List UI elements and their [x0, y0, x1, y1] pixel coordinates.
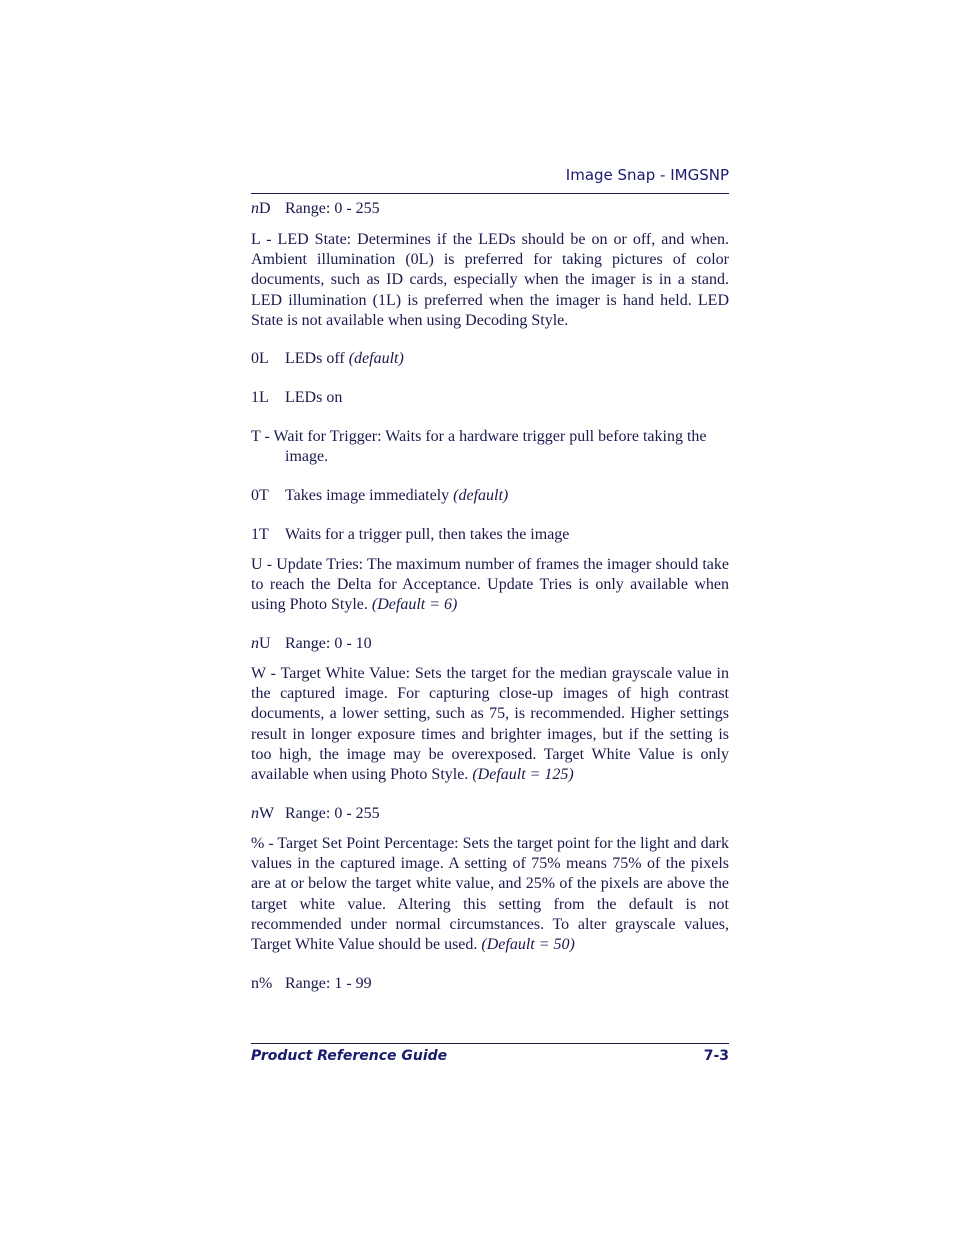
page-number: 7-3	[703, 1048, 729, 1064]
update-tries-text: U - Update Tries: The maximum number of frames the imager should take to reach the Delta for Acceptance. Update Tries is only available when using Photo Style.	[251, 556, 729, 614]
wait-trigger-paragraph: T - Wait for Trigger: Waits for a hardware trigger pull before taking the image.	[251, 428, 707, 466]
option-0l-text: LEDs off	[285, 350, 349, 367]
nu-range: Range: 0 - 10	[285, 635, 372, 652]
nw-range: Range: 0 - 255	[285, 805, 380, 822]
option-1t-code: 1T	[251, 526, 269, 543]
nw-range-line	[251, 804, 729, 824]
nw-code: nW	[251, 805, 275, 822]
target-white-paragraph	[251, 664, 729, 785]
footer-rule	[251, 1043, 729, 1044]
option-0t-text: Takes image immediately	[285, 487, 454, 504]
nd-range-line	[251, 199, 729, 219]
update-tries-paragraph	[251, 555, 729, 616]
running-footer	[251, 1048, 729, 1064]
set-point-paragraph	[251, 834, 729, 955]
option-1l-text: LEDs on	[285, 389, 343, 406]
option-0l-code: 0L	[251, 350, 269, 367]
np-range-line	[251, 974, 729, 994]
update-tries-default: (Default = 6)	[371, 596, 458, 614]
option-0t-code: 0T	[251, 487, 269, 504]
option-1l	[251, 388, 729, 408]
option-1l-code: 1L	[251, 389, 269, 406]
running-header: Image Snap - IMGSNP	[565, 166, 729, 184]
led-state-paragraph: L - LED State: Determines if the LEDs should be on or off, and when. Ambient illumination (0L) is preferred for taking pictures of color documents, such as ID cards, especially when the imager is in a stand. LED illumination (1L) is preferred when the imager is hand held. LED State is not available when using Decoding Style.	[251, 231, 729, 329]
option-1t-text: Waits for a trigger pull, then takes the image	[285, 526, 570, 543]
set-point-default: (Default = 50)	[481, 936, 575, 954]
header-rule	[251, 193, 729, 194]
option-0l	[251, 349, 729, 369]
option-0l-default: (default)	[348, 350, 404, 367]
target-white-text: W - Target White Value: Sets the target for the median grayscale value in the captured image. For capturing close-up images of high contrast documents, a lower setting, such as 75, is recommended. Higher settings result in longer exposure times and brighter images, but if the setting is too high, the image may be overexposed. Target White Value is only available when using Photo Style.	[251, 665, 729, 784]
nd-code: nD	[251, 200, 271, 217]
np-code: n%	[251, 975, 273, 992]
np-range: Range: 1 - 99	[285, 975, 372, 992]
option-0t-default: (default)	[453, 487, 509, 504]
option-1t	[251, 525, 729, 545]
nu-code: nU	[251, 635, 271, 652]
nd-range: Range: 0 - 255	[285, 200, 380, 217]
set-point-text: % - Target Set Point Percentage: Sets the target point for the light and dark values in the captured image. A setting of 75% means 75% of the pixels are at or below the target white value, and 25% of the pixels are above the target white value. Altering this setting from the default is not recommended under normal circumstances. To alter grayscale values, Target White Value should be used.	[251, 835, 729, 954]
footer-title: Product Reference Guide	[251, 1048, 448, 1064]
option-0t	[251, 486, 729, 506]
target-white-default: (Default = 125)	[472, 766, 574, 784]
nu-range-line	[251, 634, 729, 654]
